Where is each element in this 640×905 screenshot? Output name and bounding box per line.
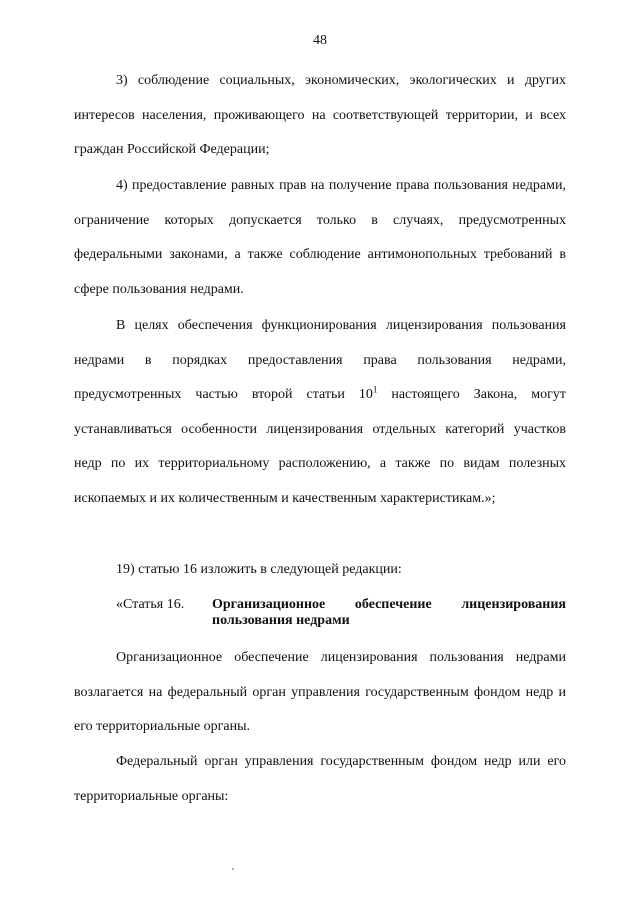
article-number: «Статья 16. [116,597,185,612]
page-number: 48 [313,33,327,48]
paragraph-text-part-2: настоящего Закона, могут устанавливаться особенности лицензирования отдельных категорий участков недр по их территориальному расположению, а также по видам полезных ископаемых и их количественным и качественным характеристикам.»; [74,387,566,506]
paragraph-organizational-support [74,641,566,745]
paragraph-item-19 [74,553,566,588]
paragraph-text: 3) соблюдение социальных, экономических, экологических и других интересов населения, проживающего на соответствующей территории, и всех граждан Российской Федерации; [74,73,566,157]
paragraph-text: Организационное обеспечение лицензирования пользования недрами возлагается на федеральный орган управления государственным фондом недр и его территориальные органы. [74,650,566,734]
paragraph-text: Федеральный орган управления государственным фондом недр или его территориальные органы: [74,754,566,804]
paragraph-licensing-features [74,309,566,516]
paragraph-text-part-1: В целях обеспечения функционирования лицензирования пользования недрами в порядках предоставления права пользования недрами, предусмотренных частью второй статьи 10 [74,318,566,402]
paragraph-item-4 [74,169,566,307]
scan-speck [232,868,234,870]
paragraph-text: 19) статью 16 изложить в следующей редакции: [116,562,402,577]
paragraph-item-3 [74,64,566,168]
paragraph-federal-body [74,745,566,814]
superscript: 1 [372,384,378,395]
paragraph-text: 4) предоставление равных прав на получение права пользования недрами, ограничение которых допускается только в случаях, предусмотренных федеральными законами, а также соблюдение антимонопольных требований в сфере пользования недрами. [74,178,566,297]
article-title: Организационное обеспечение лицензирования пользования недрами [212,597,566,628]
